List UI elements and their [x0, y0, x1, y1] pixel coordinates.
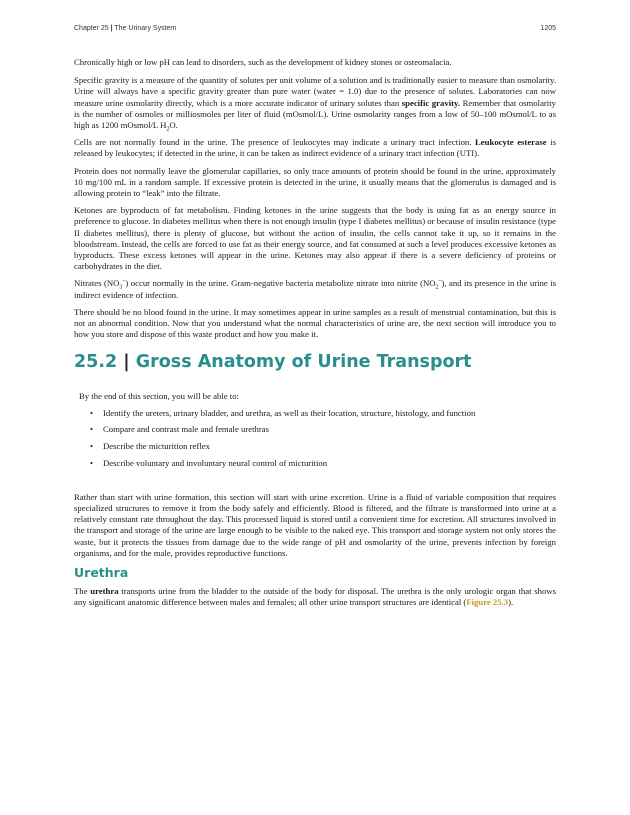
objective-item: • Compare and contrast male and female urethras	[90, 424, 269, 435]
term-leukocyte-esterase: Leukocyte esterase	[475, 137, 547, 148]
section-number: 25.2	[74, 352, 118, 373]
paragraph-leukocytes: Cells are not normally found in the urine. The presence of leukocytes may indicate a urinary tract infection. Leukocyte esterase is released by leukocytes; if detected in the urine, it can be taken as indirect evidence of a urinary tract infection (UTI).	[74, 137, 556, 159]
subheading-urethra: Urethra	[74, 565, 129, 581]
paragraph-urethra: The urethra transports urine from the bladder to the outside of the body for disposal. The urethra is the only urologic organ that shows any significant anatomic difference between males and females; all other urine transport structures are identical (Figure 25.3).	[74, 586, 556, 608]
paragraph-ketones: Ketones are byproducts of fat metabolism. Finding ketones in the urine suggests that the body is using fat as an energy source in preference to glucose. In diabetes mellitus when there is not enough insulin (type I diabetes mellitus) or because of insulin resistance (type II diabetes mellitus), there is plenty of glucose, but without the action of insulin, the cells cannot take it up, so it remains in the bloodstream. Instead, the cells are forced to use fat as their energy source, and fat consumed at such a level produces excessive ketones as byproducts. These excess ketones will appear in the urine. Ketones may also appear if there is a severe deficiency of proteins or carbohydrates in the diet.	[74, 205, 556, 272]
term-specific-gravity: specific gravity.	[401, 97, 461, 108]
term-urethra: urethra	[90, 586, 119, 597]
paragraph-nitrates: Nitrates $(NO_3^-)$ occur normally in the urine. Gram-negative bacteria metabolize nitrate into nitrite $(NO_2^-)$, and its presence in the urine is indirect evidence of infection.	[74, 278, 556, 300]
objective-item: • Identify the ureters, urinary bladder, and urethra, as well as their location, structure, histology, and function	[90, 407, 476, 418]
page-number: 1205	[540, 25, 556, 32]
objectives-intro: By the end of this section, you will be able to:	[79, 391, 239, 402]
figure-link[interactable]: Figure 25.3	[466, 597, 509, 608]
paragraph-urine-excretion: Rather than start with urine formation, this section will start with urine excretion. Urine is a fluid of variable composition that requires specialized structures to remove it from the body safely and efficiently. Blood is filtered, and the filtrate is transformed into urine at a relatively constant rate throughout the day. This processed liquid is stored until a convenient time for excretion. All structures involved in the transport and storage of the urine are large enough to be visible to the naked eye. This transport and storage system not only stores the waste, but it protects the tissues from damage due to the wide range of pH and osmolarity of the urine, prevents infection by foreign organisms, and for the male, provides reproductive functions.	[74, 491, 556, 558]
page-content	[74, 57, 556, 614]
paragraph-specific-gravity: Specific gravity is a measure of the quantity of solutes per unit volume of a solution and is traditionally easier to measure than osmolarity. Urine will always have a specific gravity greater than pure water (water = 1.0) due to the presence of solutes. Laboratories can now measure urine osmolarity directly, which is a more accurate indicator of urinary solutes than specific gravity. Remember that osmolarity is the number of osmoles or milliosmoles per liter of fluid (mOsmol/L). Urine osmolarity ranges from a low of 50–100 mOsmol/L to as high as 1200 mOsmol/L $H_2O$.	[74, 75, 556, 133]
objectives-list	[79, 408, 556, 470]
section-title: Gross Anatomy of Urine Transport	[135, 352, 472, 373]
running-header	[74, 25, 556, 37]
objective-item: • Describe the micturition reflex	[90, 441, 210, 452]
paragraph-ph: Chronically high or low pH can lead to disorders, such as the development of kidney stones or osteomalacia.	[74, 57, 452, 67]
paragraph-protein: Protein does not normally leave the glomerular capillaries, so only trace amounts of protein should be found in the urine, approximately 10 mg/100 mL in a random sample. If excessive protein is detected in the urine, it usually means that the glomerulus is damaged and is allowing protein to “leak” into the filtrate.	[74, 165, 556, 199]
objective-item: • Describe voluntary and involuntary neural control of micturition	[90, 458, 328, 469]
learning-objectives	[79, 391, 556, 469]
paragraph-blood: There should be no blood found in the urine. It may sometimes appear in urine samples as a result of menstrual contamination, but this is not an abnormal condition. Now that you understand what the normal characteristics of urine are, the next section will introduce you to how you store and dispose of this waste product and how you make it.	[74, 306, 556, 340]
chapter-label: Chapter 25 | The Urinary System	[74, 25, 177, 32]
section-heading: 25.2 | Gross Anatomy of Urine Transport	[74, 352, 472, 373]
